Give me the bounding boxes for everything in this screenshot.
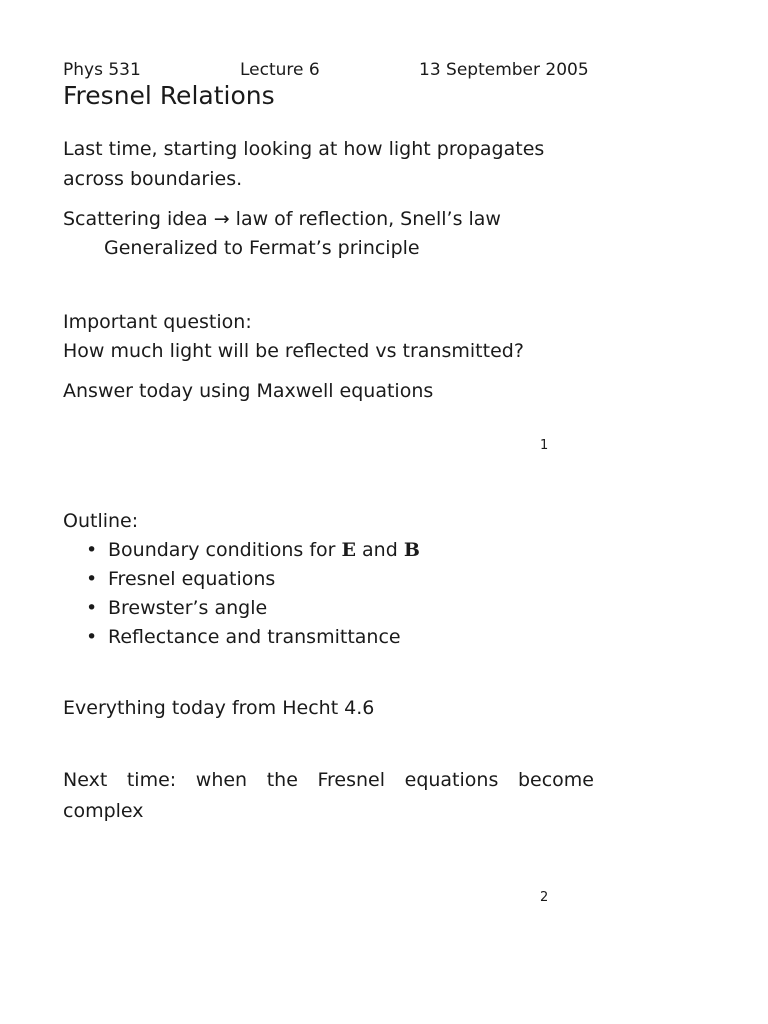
reference-text: Everything today from Hecht 4.6 [63, 697, 375, 719]
question-text: How much light will be reflected vs transmitted? [63, 340, 524, 362]
bullet-icon: • [86, 568, 98, 590]
bullet-item-reflectance [86, 626, 401, 648]
right-arrow-icon: → [213, 208, 230, 230]
next-time-word: time: [126, 769, 177, 791]
bullet-and: and [362, 539, 398, 561]
next-time-word: Next [63, 769, 108, 791]
outline-label: Outline: [63, 510, 139, 532]
intro-line-2: across boundaries. [63, 168, 243, 190]
bullet-text: Boundary conditions for [108, 539, 336, 561]
bullet-icon: • [86, 539, 98, 561]
next-time-word: equations [404, 769, 499, 791]
next-time-word: the [266, 769, 298, 791]
bullet-text: Brewster’s angle [108, 597, 268, 619]
scattering-result: law of reflection, Snell’s law [235, 208, 501, 230]
page-number-1: 1 [540, 438, 549, 453]
bullet-text: Fresnel equations [108, 568, 276, 590]
next-time-line-1 [63, 769, 594, 791]
page-number-2: 2 [540, 890, 549, 905]
vector-b: B [403, 539, 420, 561]
generalized-line: Generalized to Fermat’s principle [104, 237, 420, 259]
scattering-text: Scattering idea [63, 208, 208, 230]
bullet-item-fresnel [86, 568, 275, 590]
intro-line-1: Last time, starting looking at how light propagates [63, 138, 545, 160]
answer-text: Answer today using Maxwell equations [63, 380, 434, 402]
bullet-item-boundary [86, 539, 420, 561]
next-time-word: Fresnel [317, 769, 386, 791]
vector-e: E [341, 539, 356, 561]
bullet-icon: • [86, 626, 98, 648]
bullet-item-brewster [86, 597, 267, 619]
page-title: Fresnel Relations [63, 81, 275, 110]
date-label: 13 September 2005 [419, 60, 589, 80]
next-time-line-2: complex [63, 800, 144, 822]
next-time-word: when [195, 769, 248, 791]
bullet-icon: • [86, 597, 98, 619]
question-label: Important question: [63, 311, 252, 333]
course-label: Phys 531 [63, 60, 141, 80]
next-time-word: become [517, 769, 594, 791]
bullet-text: Reflectance and transmittance [108, 626, 401, 648]
scattering-line [63, 208, 501, 230]
lecture-label: Lecture 6 [240, 60, 320, 80]
